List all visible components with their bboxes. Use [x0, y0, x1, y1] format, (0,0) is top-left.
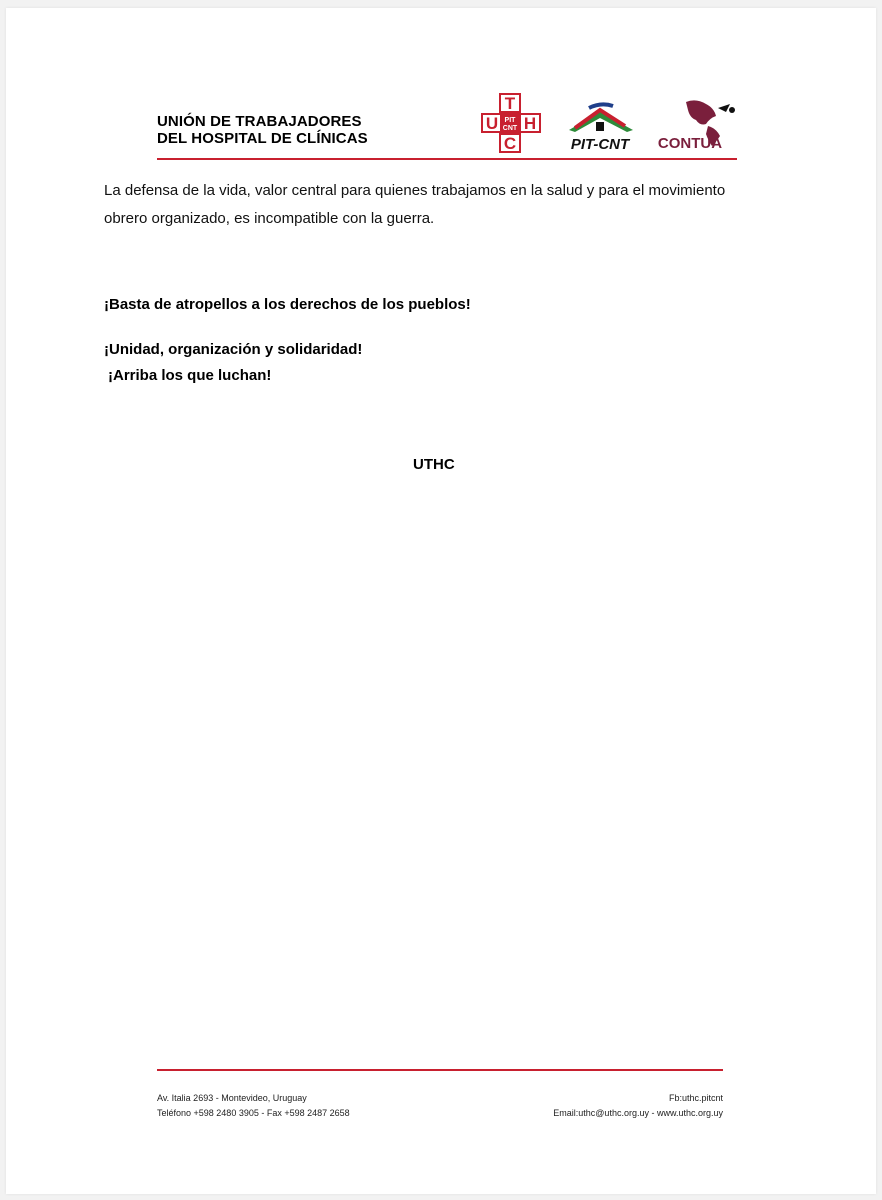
org-name-line-2: DEL HOSPITAL DE CLÍNICAS: [157, 130, 368, 147]
uthc-logo: [472, 92, 552, 154]
pitcnt-logo-text: PIT-CNT: [570, 136, 630, 153]
header-divider: [157, 158, 737, 160]
contua-logo: [650, 96, 742, 154]
slogan-unidad: ¡Unidad, organización y solidaridad!: [104, 341, 363, 358]
org-name: [157, 113, 368, 147]
footer-phone: Teléfono +598 2480 3905 - Fax +598 2487 2658: [157, 1108, 350, 1118]
uthc-logo-letter-h: H: [523, 114, 537, 133]
body-paragraph: La defensa de la vida, valor central para quienes trabajamos en la salud y para el movimiento obrero organizado, es incompatible con la guerra.: [104, 182, 726, 227]
footer-contact: [157, 1091, 350, 1121]
footer-online: [553, 1091, 723, 1121]
signature: UTHC: [413, 456, 455, 473]
org-name-line-1: UNIÓN DE TRABAJADORES: [157, 113, 362, 130]
uthc-logo-cnt: CNT: [502, 125, 518, 132]
footer-address: Av. Italia 2693 - Montevideo, Uruguay: [157, 1093, 307, 1103]
uthc-logo-letter-t: T: [504, 94, 516, 113]
slogan-arriba: ¡Arriba los que luchan!: [108, 367, 272, 384]
footer-email-web: Email:uthc@uthc.org.uy - www.uthc.org.uy: [553, 1108, 723, 1118]
slogan-basta: ¡Basta de atropellos a los derechos de los pueblos!: [104, 296, 471, 313]
footer-facebook: Fb:uthc.pitcnt: [668, 1093, 723, 1103]
uthc-logo-pit: PIT: [504, 117, 516, 124]
contua-logo-text: CONTUA: [657, 135, 723, 152]
uthc-logo-letter-c: C: [503, 134, 517, 153]
footer-divider: [157, 1069, 723, 1071]
pitcnt-logo: [555, 100, 645, 154]
uthc-logo-letter-u: U: [485, 114, 499, 133]
